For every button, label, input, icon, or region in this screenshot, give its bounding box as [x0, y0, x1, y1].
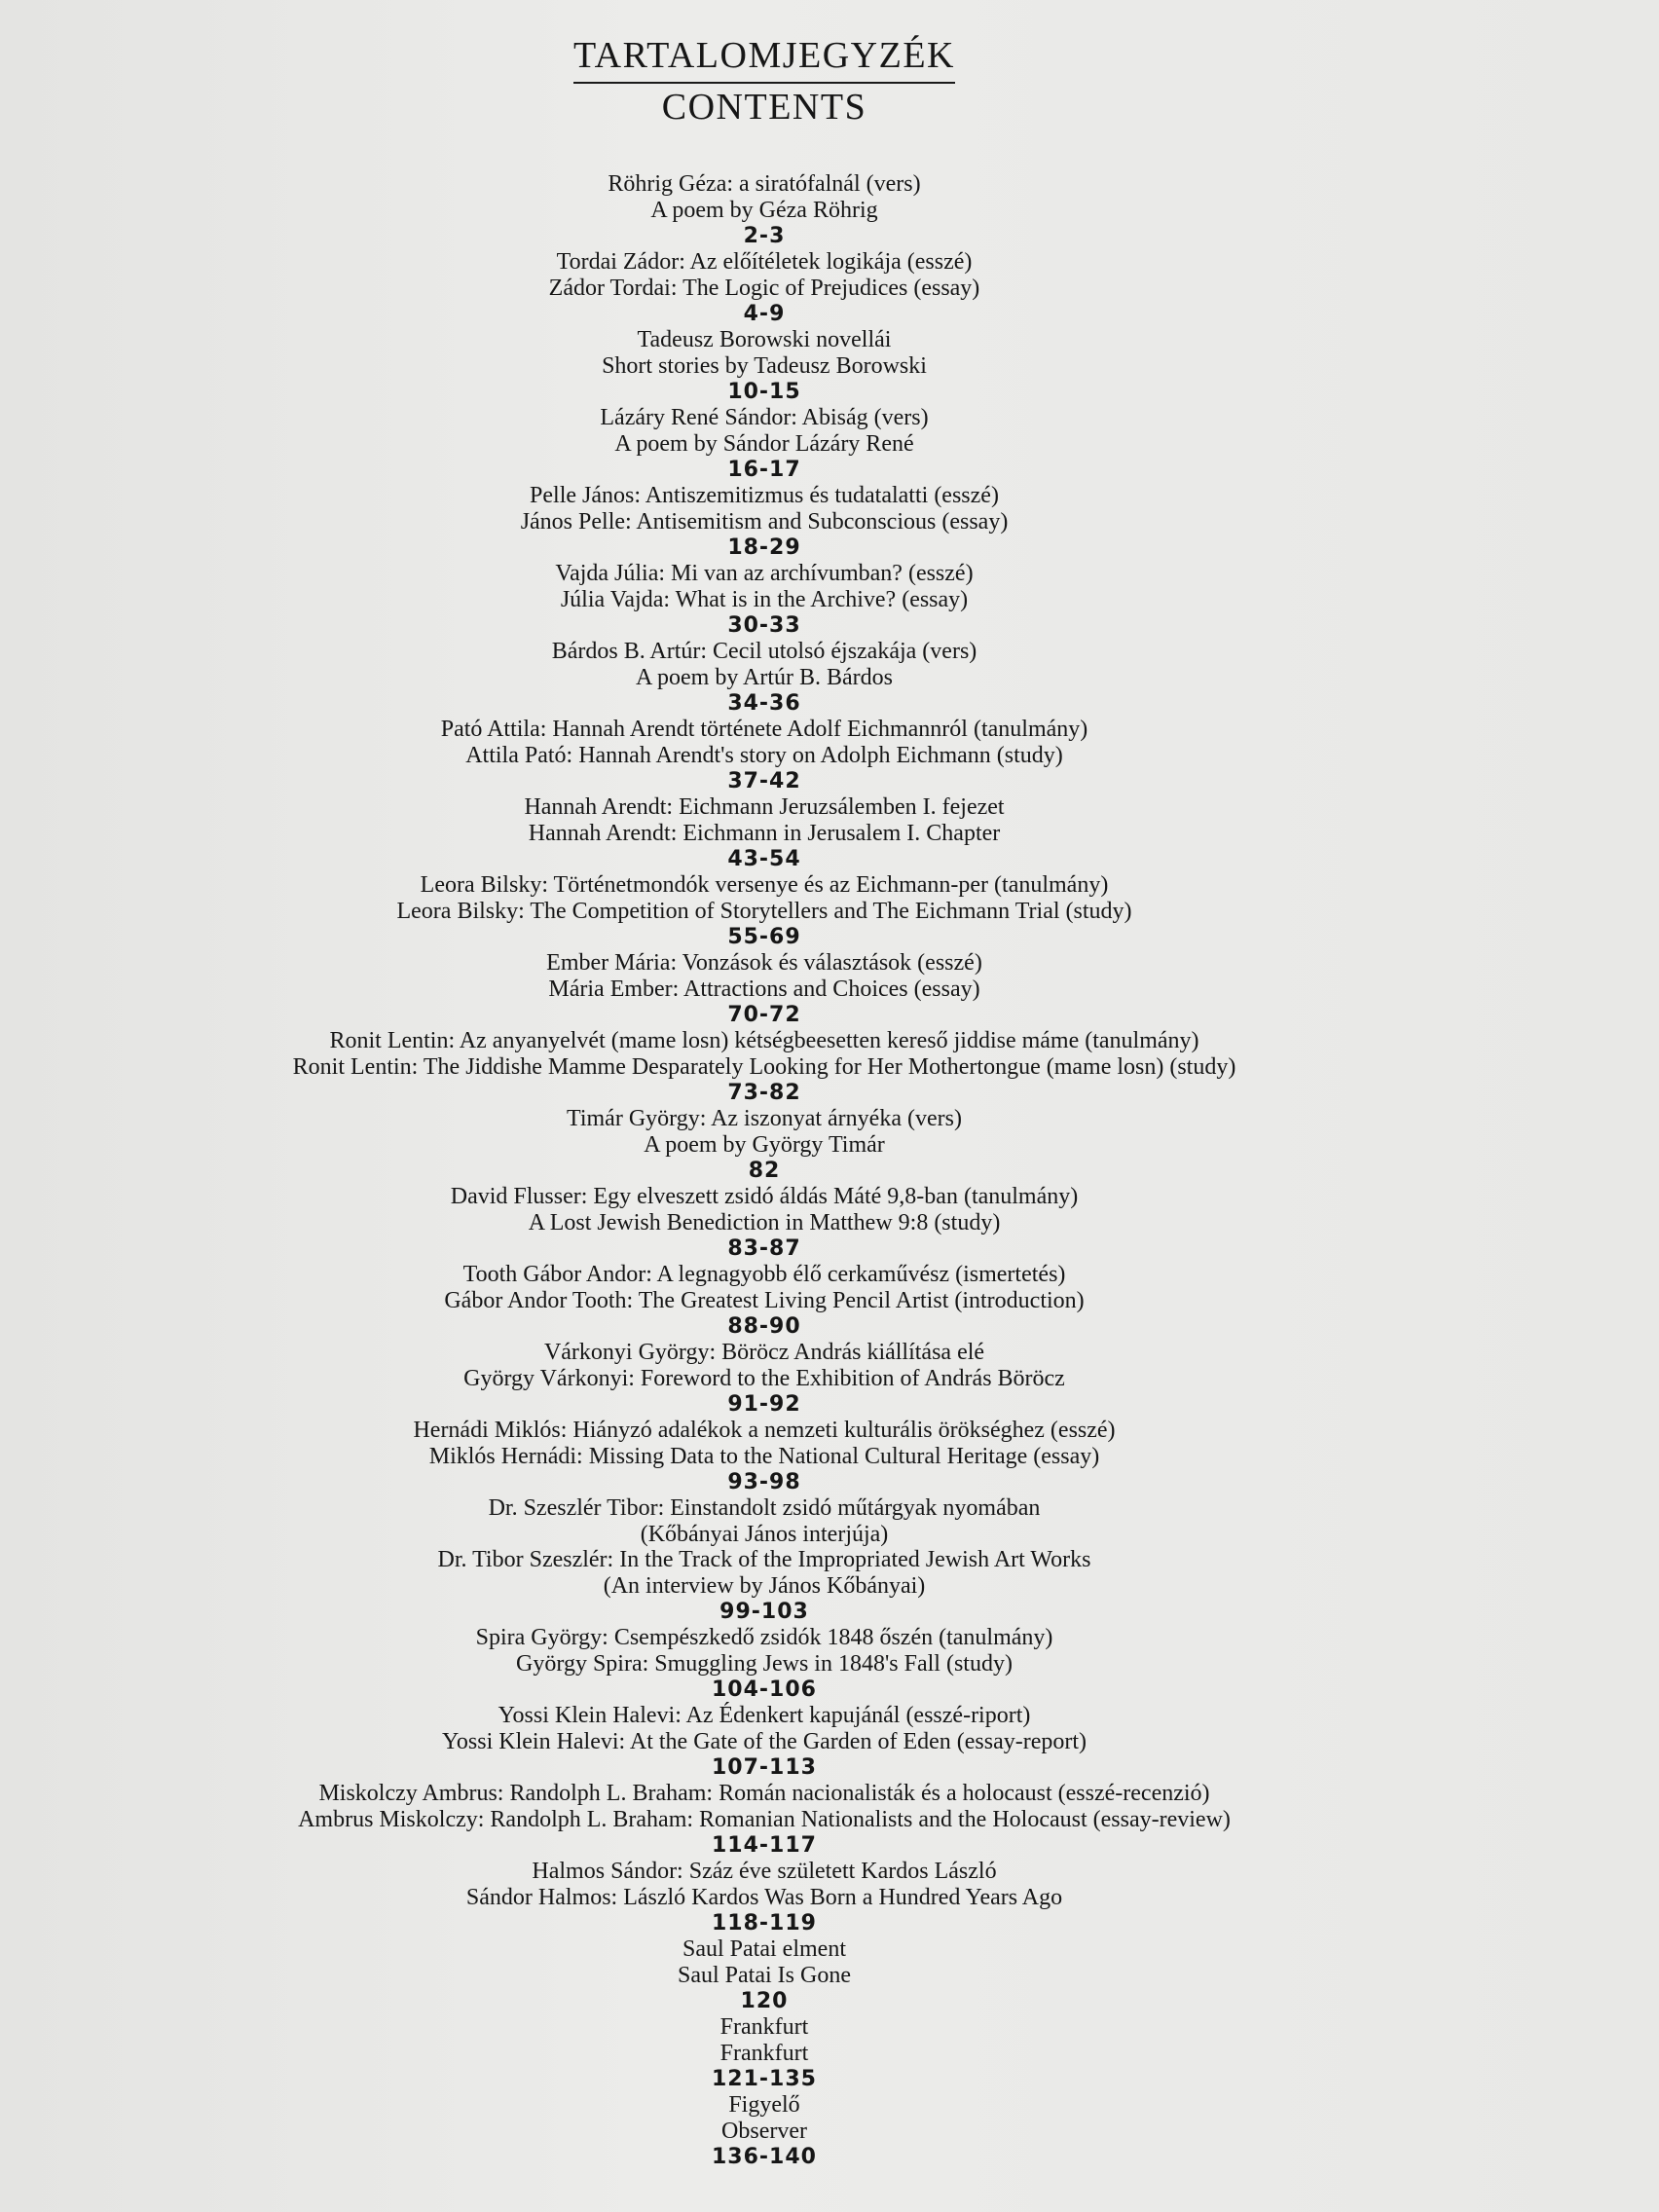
- toc-entry-title-line: János Pelle: Antisemitism and Subconscious (essay): [520, 508, 1009, 535]
- toc-entry-title-line: Attila Pató: Hannah Arendt's story on Adolph Eichmann (study): [465, 742, 1063, 768]
- toc-entry-title-line: Yossi Klein Halevi: Az Édenkert kapujánál (esszé-riport): [498, 1703, 1031, 1728]
- toc-entry-title-line: Hannah Arendt: Eichmann in Jerusalem I. Chapter: [528, 820, 1001, 846]
- toc-entry-page-range: 16-17: [727, 458, 801, 482]
- toc-entry-title-line: A poem by György Timár: [644, 1131, 885, 1158]
- toc-entry: [0, 1340, 1529, 1418]
- toc-entry-page-range: 34-36: [727, 691, 801, 716]
- toc-entry-title-line: György Várkonyi: Foreword to the Exhibition of András Böröcz: [463, 1365, 1065, 1391]
- toc-entry-title-line: Ember Mária: Vonzások és választások (esszé): [546, 950, 982, 976]
- toc-entry-title-line: Vajda Júlia: Mi van az archívumban? (esszé): [555, 561, 974, 586]
- toc-entry: [0, 1262, 1529, 1340]
- toc-entry: [0, 1495, 1529, 1625]
- toc-entry-title-line: Saul Patai elment: [682, 1936, 846, 1962]
- toc-entry-title-line: Dr. Szeszlér Tibor: Einstandolt zsidó műtárgyak nyomában: [488, 1495, 1041, 1521]
- toc-entry-title-line: Miskolczy Ambrus: Randolph L. Braham: Román nacionalisták és a holocaust (esszé-recenzió): [318, 1781, 1210, 1806]
- toc-entry: [0, 1936, 1529, 2014]
- toc-entry-title-line: Gábor Andor Tooth: The Greatest Living Pencil Artist (introduction): [444, 1287, 1085, 1313]
- toc-entry: [0, 1106, 1529, 1184]
- toc-entry-page-range: 104-106: [712, 1677, 817, 1702]
- toc-entry-title-line: Júlia Vajda: What is in the Archive? (essay): [560, 586, 969, 612]
- toc-entry-page-range: 107-113: [712, 1755, 817, 1780]
- toc-entry-title-line: Pelle János: Antiszemitizmus és tudatalatti (esszé): [530, 483, 999, 508]
- toc-entry-title-line: Hernádi Miklós: Hiányzó adalékok a nemzeti kulturális örökséghez (esszé): [413, 1418, 1116, 1443]
- toc-entry-page-range: 18-29: [727, 535, 801, 560]
- toc-entry-title-line: Ronit Lentin: The Jiddishe Mamme Desparately Looking for Her Mothertongue (mame losn) (study): [292, 1053, 1236, 1080]
- toc-entry-title-line: David Flusser: Egy elveszett zsidó áldás Máté 9,8-ban (tanulmány): [450, 1184, 1079, 1209]
- toc-entry-title-line: Röhrig Géza: a siratófalnál (vers): [608, 171, 921, 197]
- toc-entry-page-range: 121-135: [712, 2067, 817, 2091]
- toc-entry: [0, 1418, 1529, 1495]
- toc-entry-title-line: Spira György: Csempészkedő zsidók 1848 őszén (tanulmány): [475, 1625, 1053, 1650]
- toc-entry-title-line: Tooth Gábor Andor: A legnagyobb élő cerkaművész (ismertetés): [462, 1262, 1066, 1287]
- toc-entry-title-line: (An interview by János Kőbányai): [603, 1572, 926, 1599]
- toc-entry: [0, 1703, 1529, 1781]
- toc-entry: [0, 2014, 1529, 2092]
- toc-entry-page-range: 91-92: [727, 1392, 801, 1417]
- toc-entry-title-line: Figyelő: [728, 2092, 800, 2118]
- toc-entry-title-line: Bárdos B. Artúr: Cecil utolsó éjszakája (vers): [551, 639, 977, 664]
- toc-entry: [0, 327, 1529, 405]
- toc-entry-title-line: Observer: [721, 2118, 807, 2144]
- toc-entry-page-range: 30-33: [727, 613, 801, 638]
- toc-entry: [0, 171, 1529, 249]
- toc-entry-page-range: 73-82: [727, 1081, 801, 1105]
- toc-entry-title-line: Sándor Halmos: László Kardos Was Born a Hundred Years Ago: [465, 1884, 1063, 1910]
- toc-entry-title-line: Dr. Tibor Szeszlér: In the Track of the Impropriated Jewish Art Works: [437, 1547, 1091, 1572]
- toc-entry-title-line: A Lost Jewish Benediction in Matthew 9:8 (study): [528, 1209, 1001, 1235]
- toc-entry-page-range: 10-15: [727, 380, 801, 404]
- toc-entry-page-range: 70-72: [727, 1003, 801, 1027]
- title-english: CONTENTS: [661, 87, 867, 128]
- toc-entry: [0, 2092, 1529, 2170]
- toc-entry-page-range: 55-69: [727, 925, 801, 949]
- table-of-contents: [0, 171, 1529, 2170]
- toc-entry: [0, 1028, 1529, 1106]
- toc-entry-page-range: 114-117: [712, 1833, 817, 1858]
- toc-entry: [0, 950, 1529, 1028]
- toc-entry-title-line: A poem by Sándor Lázáry René: [614, 430, 914, 457]
- toc-entry-title-line: Pató Attila: Hannah Arendt története Adolf Eichmannról (tanulmány): [440, 717, 1088, 742]
- toc-entry-page-range: 4-9: [743, 302, 786, 326]
- toc-entry: [0, 1625, 1529, 1703]
- toc-entry-page-range: 82: [748, 1159, 781, 1183]
- toc-entry: [0, 561, 1529, 639]
- toc-entry-page-range: 93-98: [727, 1470, 801, 1494]
- toc-entry-title-line: Hannah Arendt: Eichmann Jeruzsálemben I. fejezet: [524, 794, 1005, 820]
- toc-entry-title-line: Várkonyi György: Böröcz András kiállítása elé: [543, 1340, 985, 1365]
- toc-entry-title-line: Ronit Lentin: Az anyanyelvét (mame losn) kétségbeesetten kereső jiddise máme (tanulmány): [329, 1028, 1199, 1053]
- toc-entry: [0, 639, 1529, 717]
- toc-entry-title-line: György Spira: Smuggling Jews in 1848's Fall (study): [516, 1650, 1013, 1677]
- toc-entry-title-line: Leora Bilsky: Történetmondók versenye és az Eichmann-per (tanulmány): [420, 872, 1109, 898]
- toc-entry-page-range: 118-119: [712, 1911, 817, 1936]
- toc-entry-title-line: Yossi Klein Halevi: At the Gate of the Garden of Eden (essay-report): [441, 1728, 1088, 1754]
- toc-entry-title-line: Short stories by Tadeusz Borowski: [602, 352, 927, 379]
- toc-entry: [0, 872, 1529, 950]
- toc-entry-title-line: Timár György: Az iszonyat árnyéka (vers): [567, 1106, 962, 1131]
- toc-entry: [0, 1184, 1529, 1262]
- toc-entry-page-range: 43-54: [727, 847, 801, 871]
- toc-entry-title-line: Frankfurt: [719, 2014, 809, 2040]
- toc-entry-title-line: Mária Ember: Attractions and Choices (essay): [548, 976, 980, 1002]
- toc-entry-page-range: 2-3: [743, 224, 786, 248]
- toc-entry-page-range: 88-90: [727, 1314, 801, 1339]
- toc-entry-title-line: Zádor Tordai: The Logic of Prejudices (essay): [548, 275, 980, 301]
- toc-entry-page-range: 37-42: [727, 769, 801, 793]
- toc-entry: [0, 717, 1529, 794]
- toc-entry-page-range: 120: [740, 1989, 789, 2013]
- toc-entry-title-line: Leora Bilsky: The Competition of Storytellers and The Eichmann Trial (study): [396, 898, 1132, 924]
- toc-entry: [0, 249, 1529, 327]
- toc-entry-title-line: Lázáry René Sándor: Abiság (vers): [600, 405, 929, 430]
- toc-entry: [0, 483, 1529, 561]
- toc-entry-title-line: Ambrus Miskolczy: Randolph L. Braham: Romanian Nationalists and the Holocaust (essay-review): [298, 1806, 1231, 1832]
- toc-entry: [0, 1781, 1529, 1859]
- title-hungarian: TARTALOMJEGYZÉK: [573, 33, 955, 84]
- toc-entry-title-line: Halmos Sándor: Száz éve született Kardos László: [532, 1859, 997, 1884]
- toc-entry-title-line: A poem by Géza Röhrig: [650, 197, 878, 223]
- toc-entry: [0, 405, 1529, 483]
- toc-entry-title-line: Tordai Zádor: Az előítéletek logikája (esszé): [556, 249, 973, 275]
- toc-entry-page-range: 136-140: [712, 2145, 817, 2169]
- page-header: [0, 33, 1529, 129]
- toc-entry: [0, 794, 1529, 872]
- toc-entry-page-range: 83-87: [727, 1236, 801, 1261]
- toc-entry-title-line: (Kőbányai János interjúja): [640, 1521, 889, 1547]
- toc-entry-title-line: A poem by Artúr B. Bárdos: [636, 664, 893, 690]
- toc-entry-page-range: 99-103: [719, 1600, 809, 1624]
- toc-entry-title-line: Saul Patai Is Gone: [678, 1962, 851, 1988]
- toc-entry-title-line: Frankfurt: [719, 2040, 809, 2066]
- toc-entry-title-line: Tadeusz Borowski novellái: [637, 327, 892, 352]
- toc-entry: [0, 1859, 1529, 1936]
- toc-entry-title-line: Miklós Hernádi: Missing Data to the National Cultural Heritage (essay): [428, 1443, 1100, 1469]
